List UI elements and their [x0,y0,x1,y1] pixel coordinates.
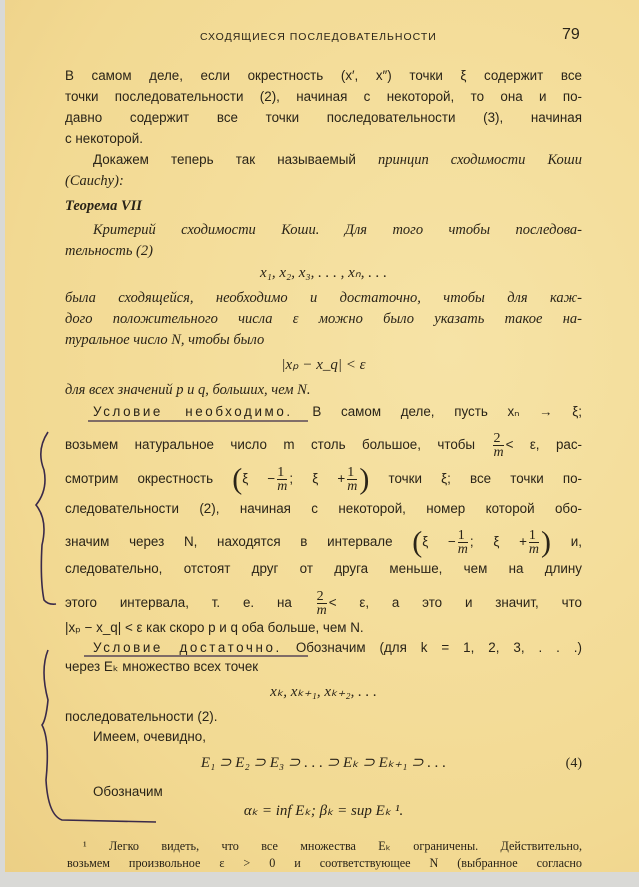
text: ξ − [422,534,456,550]
text: ; [469,534,474,550]
text: Докажем теперь так называемый [93,152,379,167]
numerator: 2 [493,431,501,446]
numerator: 1 [457,528,465,543]
numerator: 1 [277,465,285,480]
left-brace-mark [42,650,156,822]
text-line: В самом деле, если окрестность (x′, x″) точки ξ содержит все [65,68,582,83]
text-line: через Eₖ множество всех точек [65,659,259,674]
theorem-line: была сходящейся, необходимо и достаточно, чтобы для каж- [65,290,582,306]
text: возьмем натуральное число m столь большое, чтобы [65,437,476,453]
term-cauchy-principle: принцип сходимости Коши [378,152,582,168]
text: < ε, рас- [505,437,582,453]
theorem-line: туральное число N, чтобы было [65,332,265,348]
denominator: m [277,479,288,494]
denominator: m [493,445,504,460]
running-title: СХОДЯЩИЕСЯ ПОСЛЕДОВАТЕЛЬНОСТИ [200,31,437,43]
left-brace-mark [36,432,56,604]
formula-inf-sup: αₖ = inf Eₖ; βₖ = sup Eₖ ¹. [243,803,404,819]
text-line: следовательности (2), начиная с некоторой, номер которой обо- [65,501,582,516]
text: Обозначим (для k = 1, 2, 3, . . .) [295,640,582,655]
theorem-line: Критерий сходимости Коши. Для того чтобы последова- [93,222,582,238]
text: < ε, а это и значит, что [328,595,582,611]
text-line: давно содержит все точки последовательности (3), начиная [65,110,582,125]
denominator: m [457,542,468,557]
text: значим через N, находятся в интервале [65,534,393,550]
footnote-line: ¹ Легко видеть, что все множества Eₖ ограничены. Действительно, [83,839,582,853]
text: ξ + [493,534,527,550]
text: и, [570,534,582,550]
text: ; [289,471,294,487]
numerator: 1 [347,465,355,480]
text-line: с некоторой. [65,131,143,146]
equation-number: (4) [565,756,582,771]
footnote-line: возьмем произвольное ε > 0 и соответствующее N (выбранное согласно [67,856,582,870]
interval: (ξ − $\frac{1}{m}$ ; ξ + $\frac{1}{m}$ ) [232,462,370,496]
numerator: 1 [528,528,536,543]
formula-tail-sequence: xₖ, xₖ₊₁, xₖ₊₂, . . . [270,684,377,700]
denominator: m [528,542,540,557]
page-number: 79 [562,26,580,43]
text: точки ξ; все точки по- [388,471,582,487]
numerator: 2 [316,589,324,604]
text-line: следовательно, отстоят друг от друга меньше, чем на длину [65,561,582,576]
text: В самом деле, пусть xₙ → ξ; [312,404,582,419]
theorem-title: Теорема VII [65,198,142,214]
formula-sequence: x₁, x₂, x₃, . . . , xₙ, . . . [259,265,387,281]
text: смотрим окрестность [65,471,214,487]
theorem-line: для всех значений p и q, больших, чем N. [65,382,311,398]
text-line: Обозначим [93,784,163,799]
denominator: m [347,479,358,494]
denominator: m [316,603,327,618]
theorem-line: дого положительного числа ε можно было указать такое на- [65,311,582,327]
interval: (ξ − $\frac{1}{m}$ ; ξ + $\frac{1}{m}$ ) [412,525,552,559]
text-line: (Cauchy): [65,173,124,189]
heading-necessary: Условие необходимо. [93,404,293,419]
formula-nested-sets: E₁ ⊃ E₂ ⊃ E₃ ⊃ . . . ⊃ Eₖ ⊃ Eₖ₊₁ ⊃ . . . [200,755,447,771]
text: ξ + [312,471,346,487]
text: этого интервала, т. е. на [65,595,292,611]
text-line: Имеем, очевидно, [93,729,206,744]
theorem-line: тельность (2) [65,243,153,259]
text-line: точки последовательности (2), начиная с некоторой, то она и по- [65,89,582,104]
text: ξ − [242,471,276,487]
heading-sufficient: Условие достаточно. [93,640,282,655]
formula-cauchy-condition: |xₚ − x_q| < ε [281,357,366,373]
text-line: |xₚ − x_q| < ε как скоро p и q оба больше, чем N. [65,620,364,635]
text-line: последовательности (2). [65,709,218,724]
